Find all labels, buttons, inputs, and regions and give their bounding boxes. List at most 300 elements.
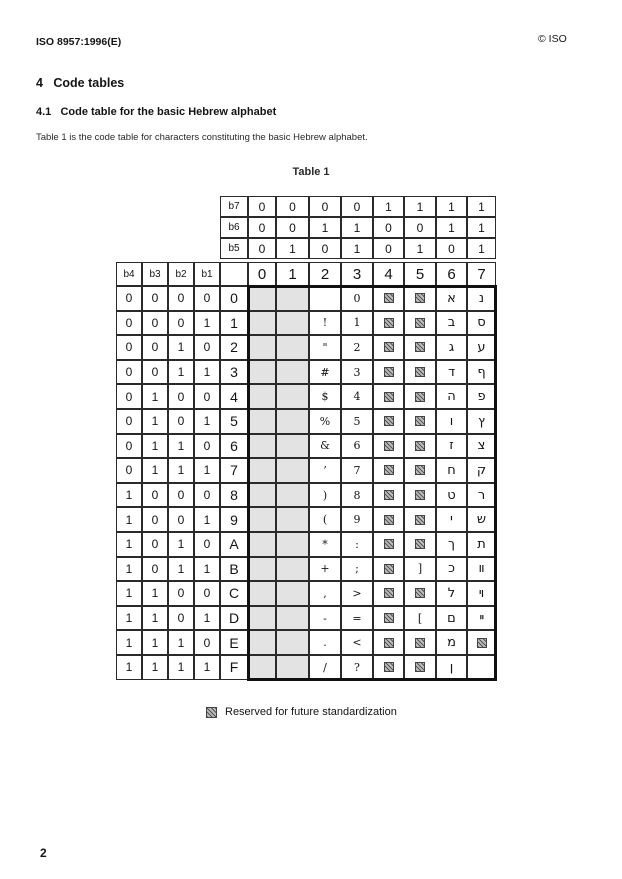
reserved-icon [415, 416, 425, 426]
code-cell [276, 286, 309, 311]
code-cell [436, 630, 467, 655]
column-header-text: 1 [288, 265, 297, 283]
row-header [220, 655, 248, 680]
code-cell [341, 409, 373, 434]
code-cell-text: װ [478, 561, 485, 577]
reserved-cell [404, 434, 436, 459]
row-bit [142, 606, 168, 631]
row-bit-text: 1 [203, 660, 211, 675]
code-cell [436, 311, 467, 336]
row-header-text: 5 [230, 413, 238, 430]
code-cell [467, 532, 496, 557]
row-bit-label [142, 262, 168, 286]
code-cell [276, 507, 309, 532]
code-cell-text: ס [477, 315, 486, 331]
reserved-cell [373, 286, 404, 311]
row-header-text: 2 [230, 339, 238, 356]
row-bit [168, 434, 194, 459]
code-cell [309, 286, 341, 311]
reserved-cell [404, 483, 436, 508]
row-header-text: 6 [230, 437, 238, 454]
code-cell-text: ב [447, 315, 456, 331]
reserved-cell [373, 557, 404, 582]
row-bit [142, 458, 168, 483]
reserved-icon [384, 613, 394, 623]
bit-value-text: 0 [321, 241, 329, 256]
copyright-notice: © ISO [538, 33, 567, 45]
bit-value [309, 217, 341, 238]
row-bit [142, 335, 168, 360]
row-header-text: C [228, 585, 240, 602]
row-header [220, 409, 248, 434]
code-cell [276, 458, 309, 483]
code-cell-text: ; [355, 562, 359, 576]
bit-value-text: 1 [478, 220, 485, 235]
code-cell-text: ת [477, 536, 486, 552]
row-bit-text: 1 [203, 463, 211, 478]
bit-value [436, 217, 467, 238]
row-bit [194, 630, 220, 655]
row-bit-text: 1 [125, 611, 133, 626]
row-bit [194, 532, 220, 557]
code-cell [341, 384, 373, 409]
row-bit [116, 286, 142, 311]
row-bit [116, 434, 142, 459]
code-cell [276, 384, 309, 409]
reserved-icon [384, 588, 394, 598]
code-cell [309, 458, 341, 483]
column-header-text: 2 [320, 265, 330, 283]
row-bit-text: 1 [177, 438, 185, 453]
row-header-text: E [229, 634, 239, 651]
row-bit-text: 1 [177, 537, 185, 552]
column-header-text: 4 [384, 265, 393, 283]
code-cell-text: ( [322, 513, 328, 527]
bit-value [341, 196, 373, 217]
code-cell-text: ף [477, 364, 486, 380]
reserved-cell [404, 335, 436, 360]
code-cell-text: / [323, 660, 327, 674]
row-bit [194, 606, 220, 631]
code-cell [309, 532, 341, 557]
bit-value-text: 1 [448, 220, 455, 235]
code-cell-text: א [447, 290, 456, 306]
reserved-icon [384, 318, 394, 328]
row-bit [194, 581, 220, 606]
reserved-icon [415, 392, 425, 402]
row-bit [168, 532, 194, 557]
code-cell-text: 0 [353, 291, 361, 305]
row-bit [116, 630, 142, 655]
row-header [220, 286, 248, 311]
bit-value-text: 0 [385, 241, 392, 256]
code-cell [276, 434, 309, 459]
row-bit-text: 0 [203, 438, 211, 453]
row-bit-text: 0 [177, 586, 185, 601]
row-bit [116, 606, 142, 631]
reserved-icon [384, 490, 394, 500]
row-bit-text: 0 [177, 611, 185, 626]
row-bit-label [168, 262, 194, 286]
reserved-cell [373, 606, 404, 631]
code-cell [309, 655, 341, 680]
row-bit-text: 1 [125, 635, 133, 650]
row-bit-text: 1 [203, 315, 211, 330]
row-bit-text: 0 [203, 340, 211, 355]
code-cell [467, 507, 496, 532]
code-cell-text: 6 [353, 439, 361, 453]
row-bit [168, 458, 194, 483]
row-header [220, 606, 248, 631]
reserved-cell [373, 458, 404, 483]
code-cell [309, 557, 341, 582]
bit-value-text: 0 [258, 199, 266, 214]
code-cell-text: * [322, 537, 328, 551]
code-cell [276, 311, 309, 336]
row-bit-text: 0 [177, 414, 185, 429]
reserved-cell [404, 532, 436, 557]
row-bit-text: 1 [151, 389, 159, 404]
row-bit-text: 0 [177, 291, 185, 306]
code-cell [341, 434, 373, 459]
reserved-icon [415, 539, 425, 549]
code-cell-text: ש [476, 512, 487, 528]
row-bit-text: 1 [151, 586, 159, 601]
code-cell-text: 7 [353, 463, 361, 477]
row-bit [142, 286, 168, 311]
row-bit [116, 532, 142, 557]
row-bit-text: 0 [125, 414, 133, 429]
code-cell-text: 2 [353, 340, 361, 354]
bit-value [467, 196, 496, 217]
code-cell [467, 557, 496, 582]
bit-value [276, 238, 309, 259]
reserved-cell [373, 655, 404, 680]
bit-value-text: 0 [385, 220, 392, 235]
column-header-text: 0 [257, 265, 267, 283]
row-bit-text: 1 [125, 537, 133, 552]
row-bit [194, 655, 220, 680]
code-cell [248, 655, 276, 680]
code-cell-text: ? [354, 660, 360, 674]
row-bit-text: 0 [125, 438, 133, 453]
code-cell-text: 9 [353, 513, 361, 527]
code-cell [248, 311, 276, 336]
row-bit [168, 606, 194, 631]
code-cell [341, 606, 373, 631]
row-header [220, 557, 248, 582]
row-bit-text: 0 [203, 586, 211, 601]
code-cell-text: . [323, 636, 327, 650]
bit-value [276, 217, 309, 238]
bit-value [248, 238, 276, 259]
bit-value-text: 1 [478, 241, 485, 256]
row-bit [168, 557, 194, 582]
row-header [220, 630, 248, 655]
row-bit-text: 1 [177, 365, 185, 380]
column-header [373, 262, 404, 286]
reserved-cell [404, 458, 436, 483]
code-cell [309, 384, 341, 409]
row-header-text: 3 [230, 364, 238, 381]
bit-value-text: 1 [353, 220, 361, 235]
code-cell-text: 8 [353, 488, 361, 502]
code-cell-text: > [352, 586, 362, 600]
bit-label [220, 196, 248, 217]
code-cell-text: ה [447, 389, 456, 405]
row-bit-text: 1 [177, 635, 185, 650]
row-bit-text: 0 [125, 340, 133, 355]
row-bit-text: 0 [203, 635, 211, 650]
row-bit-text: 0 [203, 488, 211, 503]
row-bit [168, 311, 194, 336]
code-cell [436, 286, 467, 311]
row-bit-text: 0 [151, 537, 159, 552]
bit-value-text: 0 [258, 220, 266, 235]
code-cell [309, 630, 341, 655]
row-bit [116, 360, 142, 385]
bit-value [248, 217, 276, 238]
row-header [220, 581, 248, 606]
bit-value [309, 238, 341, 259]
code-cell-text: [ [417, 611, 423, 625]
bit-value [467, 217, 496, 238]
code-cell [341, 655, 373, 680]
reserved-cell [467, 630, 496, 655]
code-cell [276, 630, 309, 655]
code-cell-text: " [322, 340, 328, 354]
bit-value [373, 196, 404, 217]
code-cell-text: 4 [353, 390, 361, 404]
row-bit-text: 1 [177, 340, 185, 355]
column-header [248, 262, 276, 286]
code-cell-text: ײ [479, 610, 484, 626]
row-bit-text: 0 [203, 389, 211, 404]
reserved-icon [384, 638, 394, 648]
row-bit [116, 409, 142, 434]
bit-value [248, 196, 276, 217]
row-header [220, 311, 248, 336]
reserved-cell [404, 581, 436, 606]
code-cell-text: ז [449, 438, 454, 454]
code-cell-text: כ [448, 561, 455, 577]
reserved-cell [404, 507, 436, 532]
reserved-icon [415, 465, 425, 475]
legend-text: Reserved for future standardization [225, 706, 397, 718]
row-bit-text: 0 [151, 291, 159, 306]
reserved-icon [384, 342, 394, 352]
code-cell [436, 532, 467, 557]
row-bit [194, 483, 220, 508]
row-bit [116, 507, 142, 532]
code-cell [248, 557, 276, 582]
row-bit-text: 1 [177, 660, 185, 675]
row-bit-text: 0 [151, 340, 159, 355]
reserved-icon [415, 515, 425, 525]
row-bit-text: 0 [125, 291, 133, 306]
row-bit [194, 384, 220, 409]
code-cell [276, 581, 309, 606]
code-cell [467, 606, 496, 631]
code-cell-text: 5 [353, 414, 361, 428]
code-cell [276, 532, 309, 557]
code-cell [309, 507, 341, 532]
column-header [309, 262, 341, 286]
row-header [220, 384, 248, 409]
code-cell [436, 557, 467, 582]
row-bit-text: 1 [203, 512, 211, 527]
code-cell [248, 434, 276, 459]
reserved-icon [384, 662, 394, 672]
reserved-cell [404, 630, 436, 655]
row-bit-label-text: b4 [123, 268, 135, 280]
row-bit-text: 1 [151, 611, 159, 626]
reserved-icon [384, 416, 394, 426]
row-bit-text: 1 [125, 586, 133, 601]
code-cell-text: י [450, 512, 453, 528]
row-bit [168, 409, 194, 434]
row-bit [168, 655, 194, 680]
code-cell [248, 606, 276, 631]
code-cell [341, 335, 373, 360]
code-cell [341, 360, 373, 385]
row-bit [194, 409, 220, 434]
code-cell-text: נ [478, 290, 485, 306]
bit-value [467, 238, 496, 259]
code-cell-text: + [320, 562, 330, 576]
reserved-icon [415, 367, 425, 377]
row-bit-text: 1 [125, 488, 133, 503]
code-cell [467, 360, 496, 385]
code-cell-text: - [323, 611, 327, 625]
reserved-icon [415, 638, 425, 648]
code-cell [341, 483, 373, 508]
code-cell [436, 384, 467, 409]
bit-value-text: 0 [448, 241, 455, 256]
row-bit [116, 335, 142, 360]
row-header [220, 434, 248, 459]
row-bit [142, 532, 168, 557]
row-bit-text: 0 [177, 488, 185, 503]
reserved-cell [373, 384, 404, 409]
bit-value [404, 196, 436, 217]
reserved-icon [415, 588, 425, 598]
character-area-outline [247, 285, 497, 681]
code-cell [248, 335, 276, 360]
row-bit [168, 384, 194, 409]
code-cell [276, 360, 309, 385]
code-cell-text: ם [447, 610, 456, 626]
bit-label [220, 217, 248, 238]
row-bit-text: 1 [151, 414, 159, 429]
row-bit-text: 1 [177, 463, 185, 478]
row-bit [168, 630, 194, 655]
code-cell [309, 483, 341, 508]
reserved-icon [384, 293, 394, 303]
subsection-title: 4.1 Code table for the basic Hebrew alphabet [36, 106, 277, 118]
bit-value-text: 0 [258, 241, 266, 256]
column-header [436, 262, 467, 286]
code-cell-text: פ [477, 389, 486, 405]
code-cell [341, 311, 373, 336]
code-cell-text: ו [449, 413, 454, 429]
row-bit-text: 0 [203, 537, 211, 552]
code-cell [276, 335, 309, 360]
row-bit [168, 483, 194, 508]
code-cell-text: # [320, 365, 330, 379]
row-bit-label [116, 262, 142, 286]
row-bit-label-text: b3 [149, 268, 161, 280]
code-cell [248, 630, 276, 655]
row-header-text: 9 [230, 511, 238, 528]
code-cell [276, 557, 309, 582]
row-bit [116, 483, 142, 508]
reserved-icon [415, 293, 425, 303]
bit-value [373, 238, 404, 259]
bit-value-text: 1 [416, 241, 424, 256]
reserved-cell [373, 532, 404, 557]
bit-value-text: 0 [416, 220, 424, 235]
row-bit [142, 507, 168, 532]
row-bit [116, 655, 142, 680]
column-header [404, 262, 436, 286]
reserved-icon [384, 515, 394, 525]
reserved-cell [404, 384, 436, 409]
code-cell [276, 409, 309, 434]
reserved-icon [415, 662, 425, 672]
reserved-icon [384, 367, 394, 377]
code-cell [248, 532, 276, 557]
bit-value-text: 1 [353, 241, 361, 256]
row-bit [168, 335, 194, 360]
code-cell [309, 434, 341, 459]
row-bit-text: 1 [203, 365, 211, 380]
code-cell [467, 286, 496, 311]
code-cell [467, 458, 496, 483]
code-cell [467, 311, 496, 336]
intro-paragraph: Table 1 is the code table for characters constituting the basic Hebrew alphabet. [36, 132, 368, 143]
code-cell [436, 483, 467, 508]
row-bit [168, 581, 194, 606]
code-cell-text: ח [447, 462, 456, 478]
column-header-text: 3 [352, 265, 362, 283]
code-cell [467, 483, 496, 508]
section-title: 4 Code tables [36, 76, 125, 90]
bit-value-text: 0 [289, 220, 296, 235]
reserved-cell [373, 434, 404, 459]
row-bit-text: 0 [151, 488, 159, 503]
column-header-text: 6 [447, 265, 456, 283]
row-header-text: 4 [230, 388, 238, 405]
code-cell-text: 1 [353, 316, 361, 330]
code-cell [436, 581, 467, 606]
code-cell [404, 557, 436, 582]
row-bit-text: 0 [125, 463, 133, 478]
row-bit-text: 1 [125, 660, 133, 675]
bit-value-text: 0 [321, 199, 329, 214]
row-bit [168, 360, 194, 385]
row-bit [116, 384, 142, 409]
reserved-cell [373, 507, 404, 532]
code-cell-text: ] [417, 562, 423, 576]
row-bit [142, 557, 168, 582]
reserved-icon [384, 441, 394, 451]
bit-value-text: 1 [289, 241, 296, 256]
row-header [220, 483, 248, 508]
code-cell [341, 581, 373, 606]
row-bit-text: 0 [125, 315, 133, 330]
bit-value [309, 196, 341, 217]
